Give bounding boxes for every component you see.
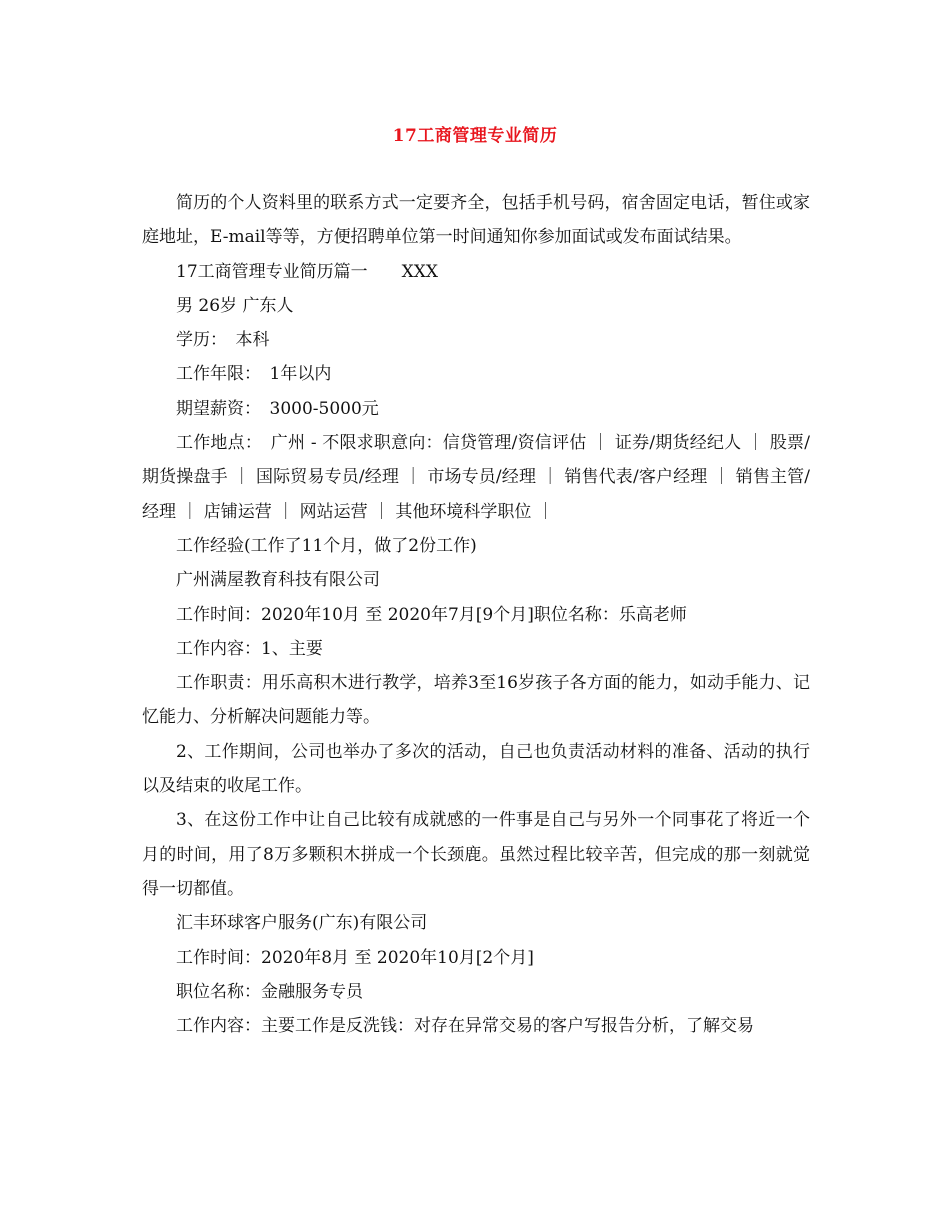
paragraph: 广州满屋教育科技有限公司 xyxy=(176,570,380,591)
paragraph: 17工商管理专业简历篇一 XXX xyxy=(176,261,438,282)
paragraph: 工作经验(工作了11个月，做了2份工作) xyxy=(176,535,477,556)
paragraph: 3、在这份工作中让自己比较有成就感的一件事是自己与另外一个同事花了将近一个月的时间，用了8万多颗积木拼成一个长颈鹿。虽然过程比较辛苦，但完成的那一刻就觉得一切都值。 xyxy=(142,810,810,899)
paragraph: 男 26岁 广东人 xyxy=(176,295,294,316)
paragraph: 工作时间：2020年10月 至 2020年7月[9个月]职位名称：乐高老师 xyxy=(176,604,687,625)
paragraph: 工作内容：主要工作是反洗钱：对存在异常交易的客户写报告分析，了解交易 xyxy=(176,1016,754,1037)
document-title: 17工商管理专业简历 xyxy=(392,126,558,146)
paragraph: 期望薪资： 3000-5000元 xyxy=(176,398,379,419)
paragraph: 汇丰环球客户服务(广东)有限公司 xyxy=(176,913,428,934)
paragraph: 学历： 本科 xyxy=(176,330,270,351)
paragraph: 工作内容：1、主要 xyxy=(176,638,323,659)
paragraph: 2、工作期间，公司也举办了多次的活动，自己也负责活动材料的准备、活动的执行以及结束的收尾工作。 xyxy=(142,741,810,797)
document-body xyxy=(142,186,810,1043)
paragraph: 工作地点： 广州 - 不限求职意向：信贷管理/资信评估 ｜ 证券/期货经纪人 ｜ 股票/期货操盘手 ｜ 国际贸易专员/经理 ｜ 市场专员/经理 ｜ 销售代表/客户经理 ｜ 销售主管/经理 ｜ 店铺运营 ｜ 网站运营 ｜ 其他环境科学职位 ｜ xyxy=(142,433,810,522)
paragraph: 简历的个人资料里的联系方式一定要齐全，包括手机号码，宿舍固定电话，暂住或家庭地址，E-mail等等，方便招聘单位第一时间通知你参加面试或发布面试结果。 xyxy=(142,193,810,248)
paragraph: 工作年限： 1年以内 xyxy=(176,364,332,385)
paragraph: 职位名称：金融服务专员 xyxy=(176,981,363,1002)
paragraph: 工作时间：2020年8月 至 2020年10月[2个月] xyxy=(176,947,534,968)
paragraph: 工作职责：用乐高积木进行教学，培养3至16岁孩子各方面的能力，如动手能力、记忆能力、分析解决问题能力等。 xyxy=(142,673,810,728)
